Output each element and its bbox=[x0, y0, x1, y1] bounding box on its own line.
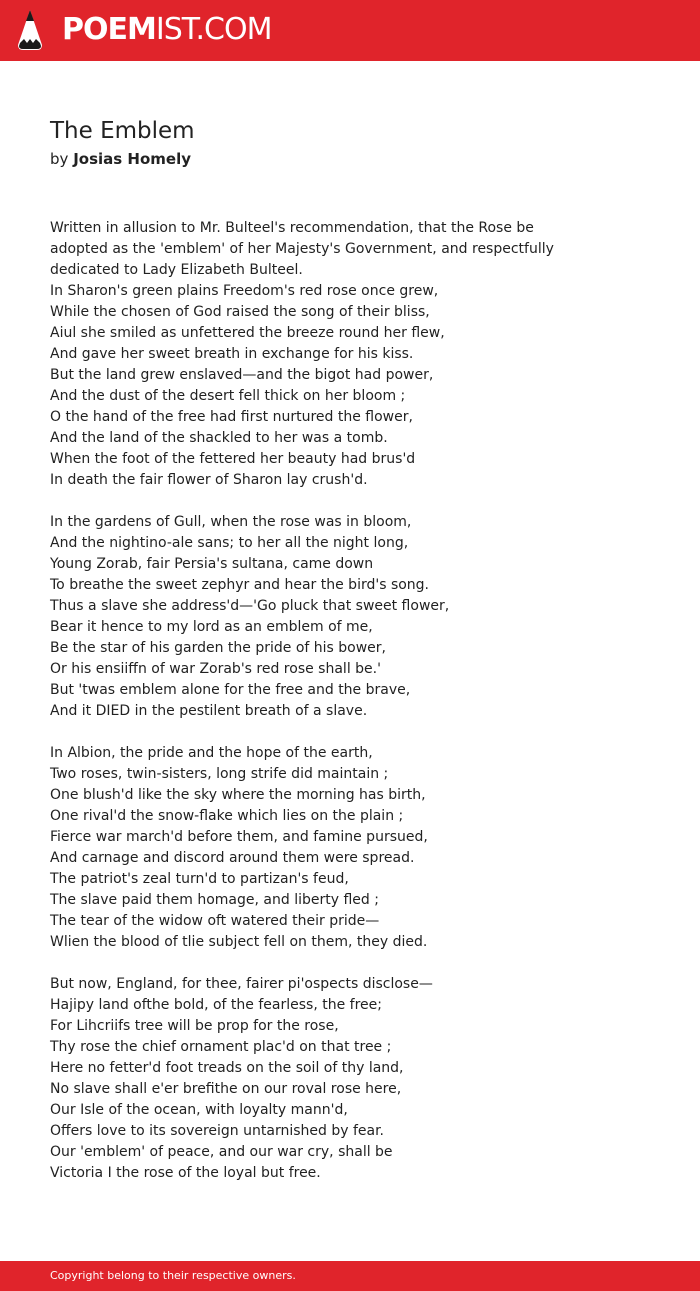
poem-line: No slave shall e'er brefithe on our roval rose here, bbox=[50, 1081, 402, 1097]
poem-line: adopted as the 'emblem' of her Majesty's Government, and respectfully bbox=[50, 241, 554, 257]
poem-line: And the nightino-ale sans; to her all the night long, bbox=[50, 535, 409, 551]
poem-line: In death the fair flower of Sharon lay crush'd. bbox=[50, 472, 368, 488]
stanza bbox=[50, 218, 650, 491]
poem-line: And it DIED in the pestilent breath of a slave. bbox=[50, 703, 368, 719]
poem-line: Thus a slave she address'd—'Go pluck that sweet flower, bbox=[50, 598, 450, 614]
poem-line: Hajipy land ofthe bold, of the fearless, the free; bbox=[50, 997, 382, 1013]
poem-line: But the land grew enslaved—and the bigot had power, bbox=[50, 367, 434, 383]
poem-line: But 'twas emblem alone for the free and the brave, bbox=[50, 682, 411, 698]
poem-title: The Emblem bbox=[50, 118, 195, 144]
copyright-notice: Copyright belong to their respective owners. bbox=[50, 1269, 296, 1282]
poem-line: One rival'd the snow-flake which lies on the plain ; bbox=[50, 808, 404, 824]
by-label: by bbox=[50, 150, 69, 168]
site-footer bbox=[0, 1261, 700, 1291]
poem-line: While the chosen of God raised the song of their bliss, bbox=[50, 304, 430, 320]
poem-line: In Sharon's green plains Freedom's red rose once grew, bbox=[50, 283, 439, 299]
poem-line: When the foot of the fettered her beauty had brus'd bbox=[50, 451, 416, 467]
poem-line: Young Zorab, fair Persia's sultana, came down bbox=[50, 556, 374, 572]
poem-line: Written in allusion to Mr. Bulteel's recommendation, that the Rose be bbox=[50, 220, 534, 236]
poem-line: The slave paid them homage, and liberty fled ; bbox=[50, 892, 379, 908]
poem-line: In the gardens of Gull, when the rose was in bloom, bbox=[50, 514, 412, 530]
stanza bbox=[50, 974, 650, 1184]
poem-line: One blush'd like the sky where the morning has birth, bbox=[50, 787, 426, 803]
poem-line: And carnage and discord around them were spread. bbox=[50, 850, 415, 866]
poem-line: Thy rose the chief ornament plac'd on that tree ; bbox=[50, 1039, 392, 1055]
stanza-gap bbox=[50, 953, 650, 974]
poem-body bbox=[50, 218, 650, 1184]
stanza-gap bbox=[50, 491, 650, 512]
byline bbox=[50, 149, 191, 169]
poem-line: Be the star of his garden the pride of his bower, bbox=[50, 640, 386, 656]
author-name: Josias Homely bbox=[73, 150, 191, 168]
poem-line: Two roses, twin-sisters, long strife did maintain ; bbox=[50, 766, 389, 782]
logo-text-bold: POEM bbox=[62, 12, 156, 47]
site-header bbox=[0, 0, 700, 61]
poem-line: Fierce war march'd before them, and famine pursued, bbox=[50, 829, 428, 845]
site-logo[interactable] bbox=[62, 12, 271, 48]
poem-line: In Albion, the pride and the hope of the earth, bbox=[50, 745, 373, 761]
stanza bbox=[50, 743, 650, 953]
pencil-tip-icon[interactable] bbox=[17, 9, 43, 51]
poem-line: dedicated to Lady Elizabeth Bulteel. bbox=[50, 262, 303, 278]
poem-line: The tear of the widow oft watered their pride— bbox=[50, 913, 380, 929]
poem-line: And gave her sweet breath in exchange for his kiss. bbox=[50, 346, 414, 362]
poem-line: Bear it hence to my lord as an emblem of me, bbox=[50, 619, 373, 635]
poem-line: Aiul she smiled as unfettered the breeze round her flew, bbox=[50, 325, 445, 341]
poem-line: And the land of the shackled to her was a tomb. bbox=[50, 430, 388, 446]
poem-line: Here no fetter'd foot treads on the soil of thy land, bbox=[50, 1060, 404, 1076]
poem-line: Or his ensiiffn of war Zorab's red rose shall be.' bbox=[50, 661, 381, 677]
poem-line: The patriot's zeal turn'd to partizan's feud, bbox=[50, 871, 349, 887]
stanza bbox=[50, 512, 650, 722]
poem-line: Wlien the blood of tlie subject fell on them, they died. bbox=[50, 934, 428, 950]
poem-line: Our 'emblem' of peace, and our war cry, shall be bbox=[50, 1144, 393, 1160]
poem-line: Offers love to its sovereign untarnished by fear. bbox=[50, 1123, 384, 1139]
poem-line: For Lihcriifs tree will be prop for the rose, bbox=[50, 1018, 339, 1034]
stanza-gap bbox=[50, 722, 650, 743]
poem-line: And the dust of the desert fell thick on her bloom ; bbox=[50, 388, 406, 404]
logo-text-light: IST.COM bbox=[155, 12, 272, 47]
poem-line: To breathe the sweet zephyr and hear the bird's song. bbox=[50, 577, 430, 593]
poem-line: Victoria I the rose of the loyal but free. bbox=[50, 1165, 321, 1181]
poem-line: O the hand of the free had first nurtured the flower, bbox=[50, 409, 413, 425]
poem-line: But now, England, for thee, fairer pi'ospects disclose— bbox=[50, 976, 433, 992]
poem-line: Our Isle of the ocean, with loyalty mann'd, bbox=[50, 1102, 348, 1118]
